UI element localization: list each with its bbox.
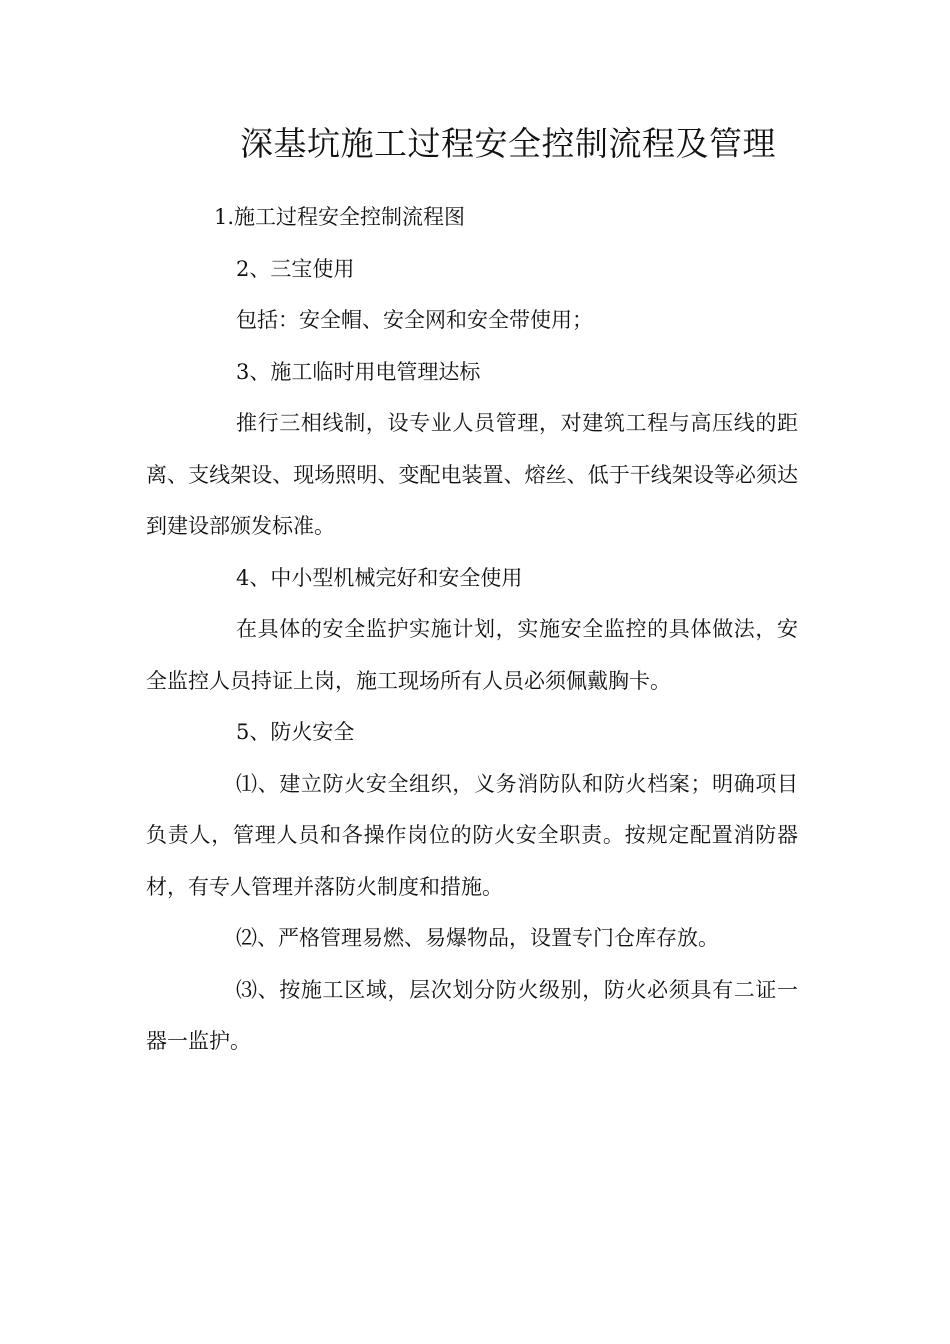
document-title: 深基坑施工过程安全控制流程及管理 — [240, 124, 776, 163]
section-heading-3: 3、施工临时用电管理达标 — [236, 359, 481, 384]
document-body — [146, 192, 798, 1068]
paragraph-machinery: 在具体的安全监护实施计划，实施安全监控的具体做法，安全监控人员持证上岗，施工现场所有人员必须佩戴胸卡。 — [146, 617, 798, 693]
paragraph-fire-3: ⑶、按施工区域，层次划分防火级别，防火必须具有二证一器一监护。 — [146, 977, 798, 1053]
paragraph-fire-1: ⑴、建立防火安全组织，义务消防队和防火档案；明确项目负责人，管理人员和各操作岗位的防火安全职责。按规定配置消防器材，有专人管理并落防火制度和措施。 — [146, 771, 798, 899]
paragraph-safety-items: 包括：安全帽、安全网和安全带使用； — [236, 308, 593, 332]
section-heading-1: 1.施工过程安全控制流程图 — [214, 205, 466, 229]
section-heading-4: 4、中小型机械完好和安全使用 — [236, 565, 523, 590]
paragraph-fire-2: ⑵、严格管理易燃、易爆物品，设置专门仓库存放。 — [236, 926, 719, 950]
section-heading-5: 5、防火安全 — [236, 720, 355, 744]
section-heading-2: 2、三宝使用 — [236, 256, 355, 281]
paragraph-electricity: 推行三相线制，设专业人员管理，对建筑工程与高压线的距离、支线架设、现场照明、变配电装置、熔丝、低于干线架设等必须达到建设部颁发标准。 — [146, 411, 798, 538]
